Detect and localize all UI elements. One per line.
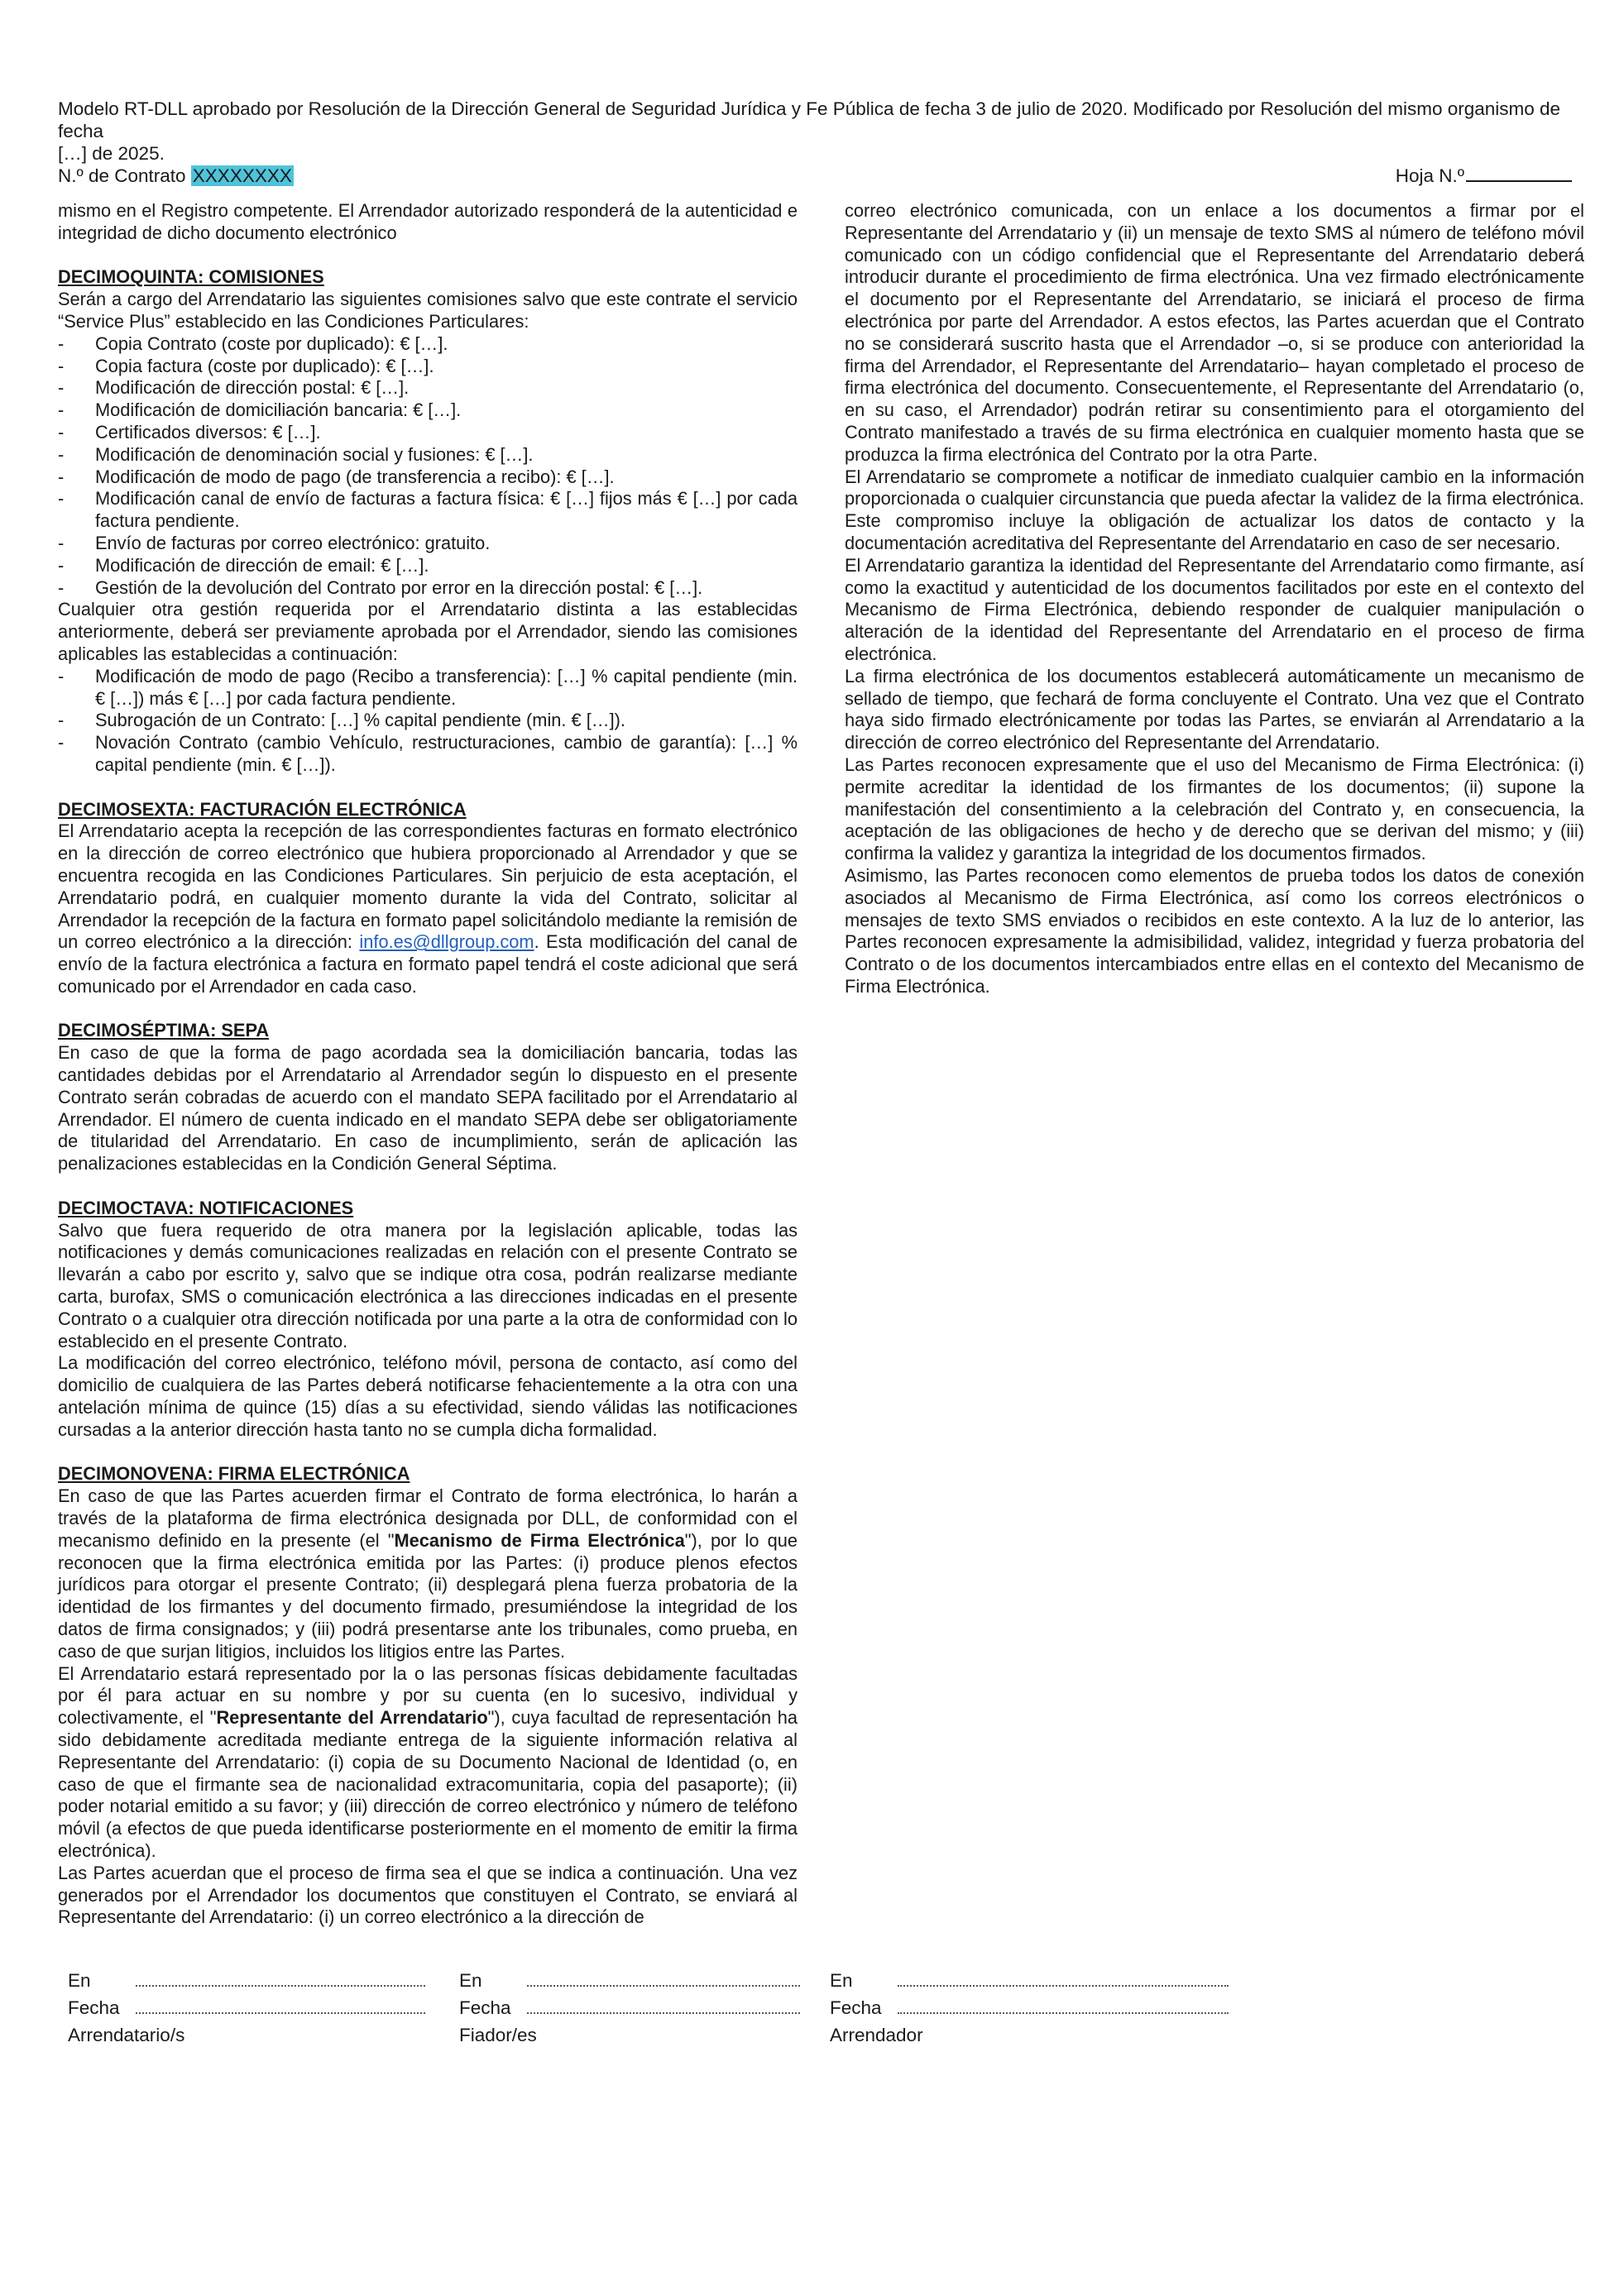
- list-item: - Subrogación de un Contrato: […] % capital pendiente (min. € […]).: [58, 710, 798, 732]
- document-header: [58, 98, 1572, 187]
- commission-list: [58, 333, 798, 600]
- party-label: Arrendador: [830, 2025, 923, 2045]
- hoja-blank: [1466, 180, 1572, 182]
- bold-term: Representante del Arrendatario: [216, 1707, 488, 1729]
- list-item: - Modificación de dirección de email: € […].: [58, 555, 798, 577]
- list-item: - Modificación de modo de pago (de transferencia a recibo): € […].: [58, 466, 798, 489]
- contract-number: XXXXXXXX: [192, 165, 292, 186]
- signature-process-paragraph: correo electrónico comunicada, con un enlace a los documentos a firmar por el Representante del Arrendatario y (ii) un mensaje de texto SMS al número de teléfono móvil comunicado con un código confidencial que el Representante del Arrendatario deberá introducir durante el procedimiento de firma electrónica. Una vez firmado electrónicamente el documento por el Representante del Arrendatario, se iniciará el proceso de firma electrónica por parte del Arrendador. A estos efectos, las Partes acuerdan que el Contrato no se considerará suscrito hasta que el Arrendador –o, si se produce con anterioridad la firma del Arrendador, el Representante del Arrendatario– hayan completado el proceso de firma electrónica del documento. Consecuentemente, el Representante del Arrendatario (o, en su caso, el Arrendador) podrán retirar su consentimiento para el otorgamiento del Contrato manifestado a través de su firma electrónica en cualquier momento hasta que se produzca la firma electrónica del Contrato por la otra Parte.: [845, 200, 1584, 465]
- en-label: En: [830, 1970, 853, 1991]
- section-19-paragraph-3: Las Partes acuerdan que el proceso de firma sea el que se indica a continuación. Una vez generados por el Arrendador los documentos que constituyen el Contrato, se enviará al Representante del Arrendatario: (i) un correo electrónico a la dirección de: [58, 1862, 798, 1928]
- fecha-line[interactable]: [898, 2012, 1229, 2014]
- bold-term: Mecanismo de Firma Electrónica: [394, 1529, 685, 1551]
- model-approval-text: Modelo RT-DLL aprobado por Resolución de la Dirección General de Seguridad Jurídica y Fe Pública de fecha 3 de julio de 2020. Modificado por Resolución del mismo organismo de fecha: [58, 98, 1561, 141]
- contract-number-field: [58, 165, 294, 187]
- section-18-paragraph: Salvo que fuera requerido de otra manera por la legislación aplicable, todas las notificaciones y demás comunicaciones realizadas en relación con el presente Contrato se llevarán a cabo por escrito y, salvo que se indique otra cosa, podrán realizarse mediante carta, burofax, SMS o comunicación electrónica a las direcciones indicadas en el presente Contrato o a cualquier otra dirección notificada por una parte a la otra de conformidad con lo establecido en el presente Contrato.: [58, 1219, 798, 1351]
- section-19-text: En caso de que las Partes acuerden firmar el Contrato de forma electrónica, lo harán a través de la plataforma de firma electrónica designada por DLL, de conformidad con el mecanismo definido en la presente (el ": [58, 1485, 798, 1551]
- list-item: - Modificación de dirección postal: € […].: [58, 377, 798, 399]
- list-item: - Envío de facturas por correo electrónico: gratuito.: [58, 533, 798, 555]
- section-19-title: DECIMONOVENA: FIRMA ELECTRÓNICA: [58, 1463, 410, 1485]
- en-line[interactable]: [136, 1985, 425, 1987]
- contract-row: [58, 165, 1572, 187]
- hoja-label: Hoja N.º: [1395, 165, 1464, 186]
- notification-commitment-paragraph: El Arrendatario se compromete a notificar de inmediato cualquier cambio en la información proporcionada o cualquier circunstancia que pueda afectar la validez de la firma electrónica. Este compromiso incluye la obligación de actualizar los datos de contacto y la documentación acreditativa del Representante del Arrendatario en caso de ser necesario.: [845, 466, 1584, 553]
- list-item: - Certificados diversos: € […].: [58, 422, 798, 444]
- fecha-label: Fecha: [830, 1997, 882, 2018]
- list-item: - Copia Contrato (coste por duplicado): € […].: [58, 333, 798, 356]
- intro-paragraph: mismo en el Registro competente. El Arrendador autorizado responderá de la autenticidad e integridad de dicho documento electrónico: [58, 200, 798, 243]
- section-19-text-3: El Arrendatario estará representado por la o las personas físicas debidamente facultadas por él para actuar en su nombre y por su cuenta (en lo sucesivo, individual y colectivamente, el ": [58, 1662, 798, 1729]
- left-column: [58, 200, 798, 1929]
- en-label: En: [68, 1970, 91, 1991]
- signature-block-arrendatario: [68, 1967, 425, 2049]
- section-15-paragraph-2: Cualquier otra gestión requerida por el Arrendatario distinta a las establecidas anteriormente, deberá ser previamente aprobada por el Arrendador, siendo las comisiones aplicables las establecidas a continuación:: [58, 599, 798, 664]
- signature-block-fiador: [459, 1967, 800, 2049]
- en-line[interactable]: [898, 1985, 1229, 1987]
- section-16-text-2: . Esta modificación del canal de envío de la factura electrónica a factura en formato papel tendrá el coste adicional que será comunicado por el Arrendador en cada caso.: [58, 931, 798, 997]
- list-item: - Modificación de domiciliación bancaria: € […].: [58, 399, 798, 422]
- section-17-paragraph: En caso de que la forma de pago acordada sea la domiciliación bancaria, todas las cantidades debidas por el Arrendatario al Arrendador según lo dispuesto en el presente Contrato serán cobradas de acuerdo con el mandato SEPA facilitado por el Arrendatario al Arrendador. El número de cuenta indicado en el mandato SEPA debe ser obligatoriamente de titularidad del Arrendatario. En caso de incumplimiento, serán de aplicación las penalizaciones establecidas en la Condición General Séptima.: [58, 1042, 798, 1174]
- list-item: - Copia factura (coste por duplicado): € […].: [58, 356, 798, 378]
- list-item: - Gestión de la devolución del Contrato por error en la dirección postal: € […].: [58, 577, 798, 600]
- section-16-text: El Arrendatario acepta la recepción de las correspondientes facturas en formato electrónico en la dirección de correo electrónico que hubiera proporcionado al Arrendador y que se encuentra recogida en las Condiciones Particulares. Sin perjuicio de esta aceptación, el Arrendatario podrá, en cualquier momento durante la vida del Contrato, solicitar al Arrendador la recepción de la factura en formato papel solicitándolo mediante la remisión de un correo electrónico a la dirección:: [58, 820, 798, 953]
- section-19-paragraph: [58, 1485, 798, 1662]
- fecha-label: Fecha: [68, 1997, 120, 2018]
- evidence-paragraph: Asimismo, las Partes reconocen como elementos de prueba todos los datos de conexión asociados al Mecanismo de Firma Electrónica, así como los correos electrónicos o mensajes de texto SMS enviados o recibidos en este contexto. A la luz de lo anterior, las Partes reconocen expresamente la admisibilidad, validez, integridad y fuerza probatoria del Contrato o de los documentos intercambiados entre ellas en el contexto del Mecanismo de Firma Electrónica.: [845, 864, 1584, 997]
- section-19-text-4: "), cuya facultad de representación ha sido debidamente acreditada mediante entrega de la siguiente información relativa al Representante del Arrendatario: (i) copia de su Documento Nacional de Identidad (o, en caso de que el firmante sea de nacionalidad extracomunitaria, copia del pasaporte); (ii) poder notarial emitido a su favor; y (iii) dirección de correo electrónico y número de teléfono móvil (a efectos de que pueda identificarse posteriormente en el momento de emitir la firma electrónica).: [58, 1707, 798, 1861]
- section-15-title: DECIMOQUINTA: COMISIONES: [58, 266, 324, 288]
- section-19-text-2: "), por lo que reconocen que la firma electrónica emitida por las Partes: (i) produce plenos efectos jurídicos para otorgar el presente Contrato; (ii) desplegará plena fuerza probatoria de la identidad de los firmantes y del documento firmado, presumiéndose la integridad de los datos de firma consignados; y (iii) podrá presentarse ante los tribunales, como prueba, en caso de que surjan litigios, incluidos los litigios entre las Partes.: [58, 1529, 798, 1662]
- list-item: - Modificación de denominación social y fusiones: € […].: [58, 444, 798, 466]
- identity-guarantee-paragraph: El Arrendatario garantiza la identidad del Representante del Arrendatario como firmante, así como la exactitud y autenticidad de los documentos facilitados por este en el contexto del Mecanismo de Firma Electrónica, debiendo responder de cualquier manipulación o alteración de la identidad del Representante del Arrendatario en el proceso de firma electrónica.: [845, 554, 1584, 664]
- party-label: Fiador/es: [459, 2025, 537, 2045]
- party-label: Arrendatario/s: [68, 2025, 185, 2045]
- section-18-title: DECIMOCTAVA: NOTIFICACIONES: [58, 1197, 354, 1218]
- list-item: - Novación Contrato (cambio Vehículo, restructuraciones, cambio de garantía): […] % capital pendiente (min. € […]).: [58, 732, 798, 777]
- list-item: - Modificación de modo de pago (Recibo a transferencia): […] % capital pendiente (min. € […]) más € […] por cada factura pendiente.: [58, 666, 798, 710]
- contract-label: N.º de Contrato: [58, 165, 191, 186]
- section-15-paragraph: Serán a cargo del Arrendatario las siguientes comisiones salvo que este contrate el servicio “Service Plus” establecido en las Condiciones Particulares:: [58, 289, 798, 332]
- section-18-paragraph-2: La modificación del correo electrónico, teléfono móvil, persona de contacto, así como del domicilio de cualquiera de las Partes deberá notificarse fehacientemente a la otra con una antelación mínima de quince (15) días a su efectividad, siendo válidas las notificaciones cursadas a la anterior dirección hasta tanto no se cumpla dicha formalidad.: [58, 1352, 798, 1440]
- recognition-paragraph: Las Partes reconocen expresamente que el uso del Mecanismo de Firma Electrónica: (i) permite acreditar la identidad de los firmantes de los documentos; (ii) supone la manifestación del consentimiento a la celebración del Contrato y, en consecuencia, la aceptación de las obligaciones de hecho y de derecho que se derivan del mismo; y (iii) confirma la validez y garantiza la integridad de los documentos firmados.: [845, 753, 1584, 864]
- section-17-title: DECIMOSÉPTIMA: SEPA: [58, 1020, 270, 1041]
- section-16-title: DECIMOSEXTA: FACTURACIÓN ELECTRÓNICA: [58, 798, 467, 820]
- fecha-line[interactable]: [527, 2012, 800, 2014]
- list-item: - Modificación canal de envío de facturas a factura física: € […] fijos más € […] por cada factura pendiente.: [58, 488, 798, 533]
- email-link[interactable]: info.es@dllgroup.com: [359, 931, 534, 953]
- page-number-field: [1396, 165, 1572, 187]
- fecha-line[interactable]: [136, 2012, 425, 2014]
- timestamp-paragraph: La firma electrónica de los documentos establecerá automáticamente un mecanismo de sellado de tiempo, que fechará de forma concluyente el Contrato. Una vez que el Contrato haya sido firmado electrónicamente por todas las Partes, se enviarán al Arrendatario a la dirección de correo electrónico del Representante del Arrendatario.: [845, 665, 1584, 753]
- signature-block-arrendador: [830, 1967, 1229, 2049]
- section-16-paragraph: [58, 820, 798, 997]
- section-19-paragraph-2: [58, 1663, 798, 1863]
- en-line[interactable]: [527, 1985, 800, 1987]
- commission-list-2: [58, 666, 798, 777]
- model-approval-date: […] de 2025.: [58, 143, 165, 164]
- fecha-label: Fecha: [459, 1997, 511, 2018]
- right-column: [845, 200, 1584, 998]
- en-label: En: [459, 1970, 482, 1991]
